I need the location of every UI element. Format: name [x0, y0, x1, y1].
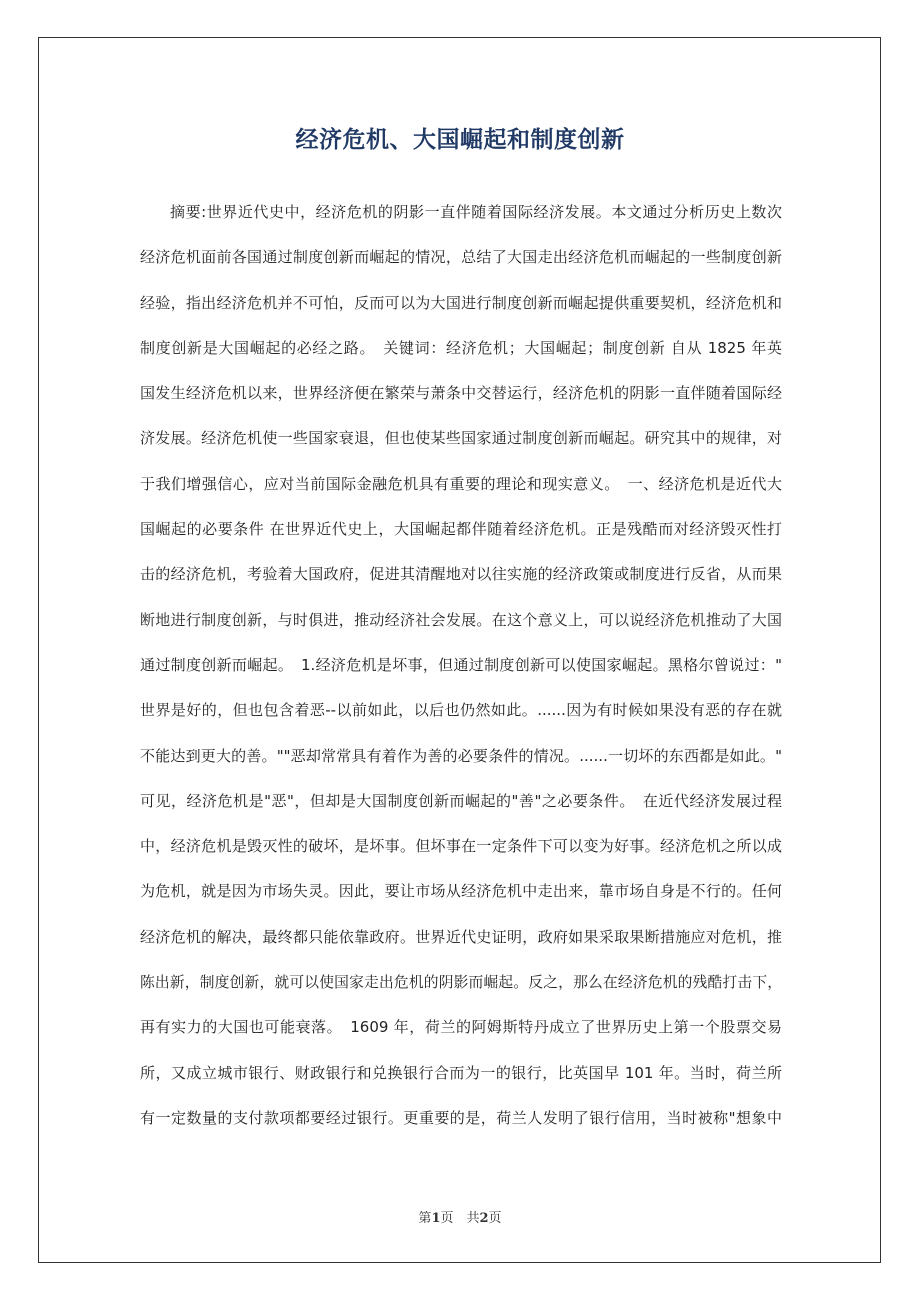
footer-page-mid: 页 共	[440, 1211, 480, 1226]
body-text-line: 世界是好的，但也包含着恶--以前如此，以后也仍然如此。......因为有时候如果没有恶的存在就	[140, 701, 782, 720]
body-text-line: 经济危机的解决，最终都只能依靠政府。世界近代史证明，政府如果采取果断措施应对危机，推	[140, 927, 782, 946]
body-text-line: 于我们增强信心，应对当前国际金融危机具有重要的理论和现实意义。 一、经济危机是近代大	[140, 474, 782, 493]
footer-total-pages: 2	[479, 1211, 489, 1226]
page-footer	[0, 1207, 920, 1226]
body-text-line: 击的经济危机，考验着大国政府，促进其清醒地对以往实施的经济政策或制度进行反省，从而果	[140, 565, 782, 584]
footer-page-prefix: 第	[418, 1211, 432, 1226]
body-text-line: 为危机，就是因为市场失灵。因此，要让市场从经济危机中走出来，靠市场自身是不行的。任何	[140, 882, 782, 901]
body-text-line: 可见，经济危机是"恶"，但却是大国制度创新而崛起的"善"之必要条件。 在近代经济发展过程	[140, 791, 782, 810]
body-text-line: 制度创新是大国崛起的必经之路。 关键词：经济危机；大国崛起；制度创新 自从 1825 年英	[140, 338, 782, 357]
body-text-line: 济发展。经济危机使一些国家衰退，但也使某些国家通过制度创新而崛起。研究其中的规律，对	[140, 429, 782, 448]
document-title: 经济危机、大国崛起和制度创新	[295, 127, 625, 153]
body-text-line: 通过制度创新而崛起。 1.经济危机是坏事，但通过制度创新可以使国家崛起。黑格尔曾说过："	[140, 655, 782, 674]
body-text-line: 经验，指出经济危机并不可怕，反而可以为大国进行制度创新而崛起提供重要契机，经济危机和	[140, 293, 782, 312]
body-text-line: 有一定数量的支付款项都要经过银行。更重要的是，荷兰人发明了银行信用，当时被称"想象中	[140, 1108, 782, 1127]
body-text-line: 断地进行制度创新，与时俱进，推动经济社会发展。在这个意义上，可以说经济危机推动了大国	[140, 610, 782, 629]
body-text-line: 所，又成立城市银行、财政银行和兑换银行合而为一的银行，比英国早 101 年。当时，荷兰所	[140, 1063, 782, 1082]
body-text-line: 国崛起的必要条件 在世界近代史上，大国崛起都伴随着经济危机。正是残酷而对经济毁灭性打	[140, 520, 782, 539]
body-text-line: 陈出新，制度创新，就可以使国家走出危机的阴影而崛起。反之，那么在经济危机的残酷打击下，	[140, 974, 782, 992]
footer-page-suffix: 页	[488, 1211, 502, 1226]
footer-current-page: 1	[431, 1211, 441, 1226]
body-text-line: 再有实力的大国也可能衰落。 1609 年，荷兰的阿姆斯特丹成立了世界历史上第一个股票交易	[140, 1018, 782, 1037]
body-text-line: 摘要:世界近代史中，经济危机的阴影一直伴随着国际经济发展。本文通过分析历史上数次	[170, 203, 782, 221]
body-text-line: 中，经济危机是毁灭性的破坏，是坏事。但坏事在一定条件下可以变为好事。经济危机之所以成	[140, 837, 782, 856]
body-text-line: 国发生经济危机以来，世界经济便在繁荣与萧条中交替运行，经济危机的阴影一直伴随着国际经	[140, 384, 782, 403]
document-body	[140, 190, 782, 1141]
body-text-line: 经济危机面前各国通过制度创新而崛起的情况，总结了大国走出经济危机而崛起的一些制度创新	[140, 248, 782, 267]
body-text-line: 不能达到更大的善。""恶却常常具有着作为善的必要条件的情况。......一切坏的东西都是如此。"	[140, 746, 782, 765]
